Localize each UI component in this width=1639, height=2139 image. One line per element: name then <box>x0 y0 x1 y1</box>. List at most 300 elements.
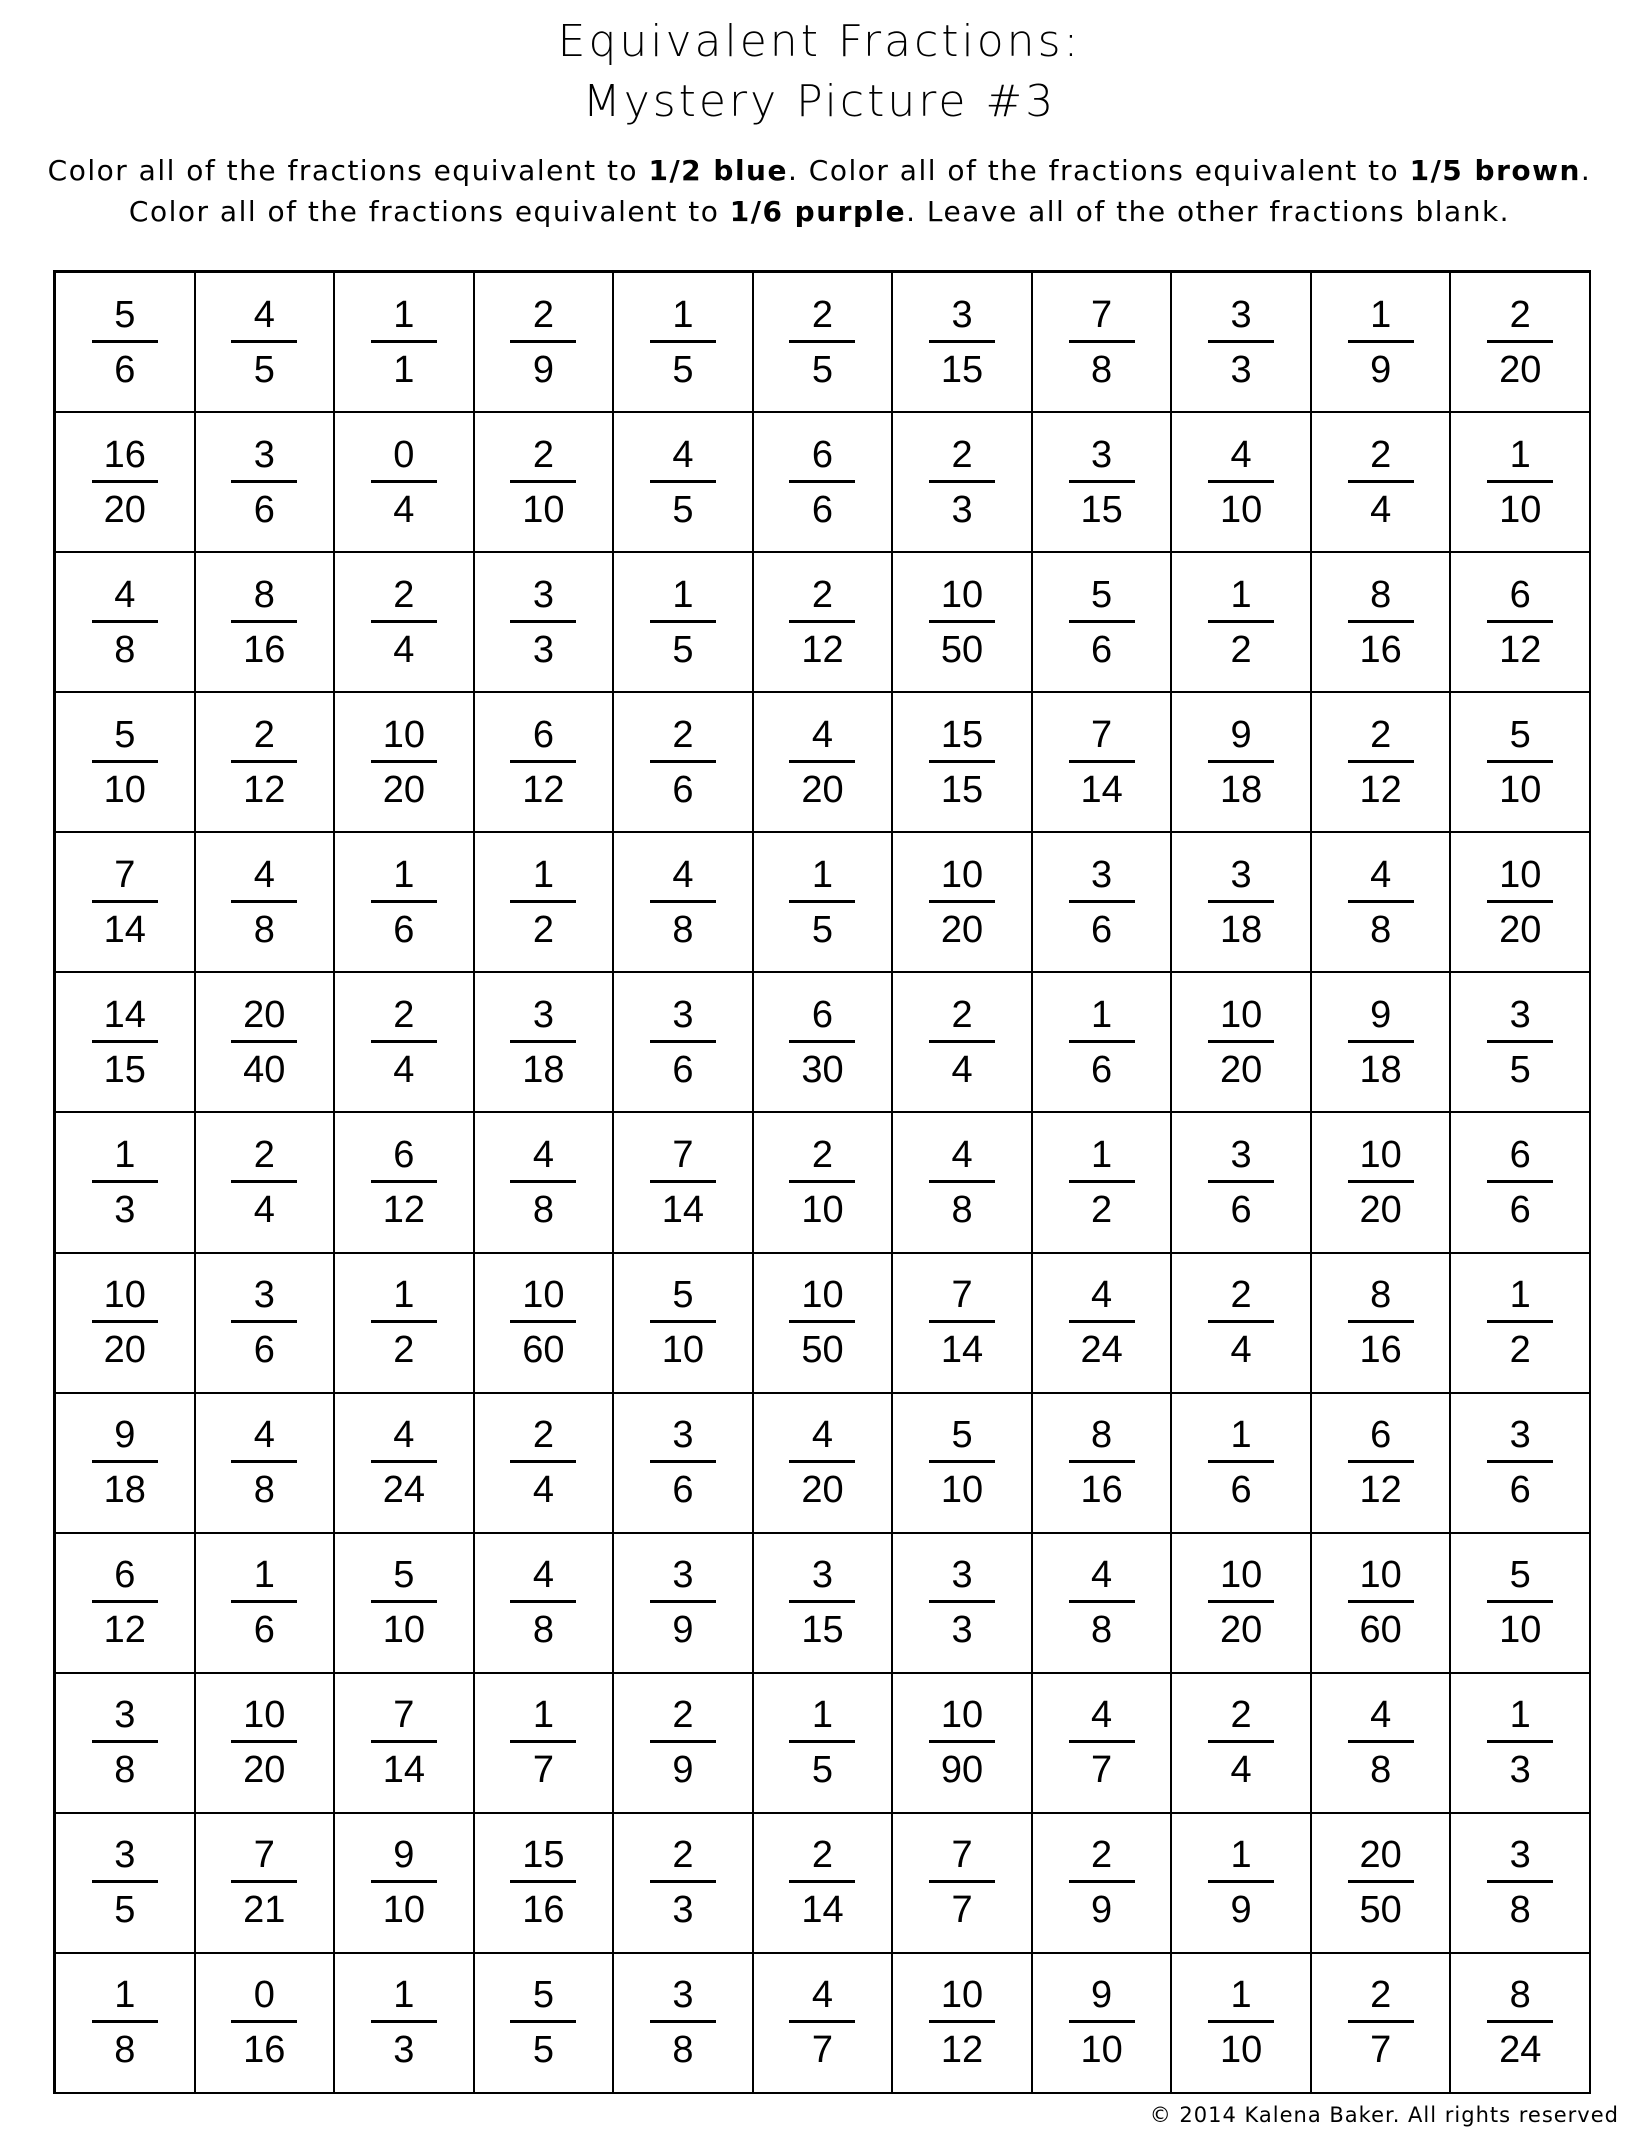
fraction-denominator: 20 <box>382 768 425 811</box>
fraction <box>510 1972 576 2073</box>
fraction-numerator: 10 <box>929 572 995 623</box>
fraction-denominator: 3 <box>672 1889 694 1932</box>
fraction-denominator: 60 <box>522 1329 565 1372</box>
fraction-denominator: 5 <box>811 1749 834 1792</box>
grid-cell[interactable] <box>335 553 475 693</box>
fraction <box>929 852 995 953</box>
fraction-denominator: 14 <box>801 1889 844 1932</box>
fraction-numerator: 4 <box>789 1972 855 2023</box>
grid-cell[interactable] <box>196 1254 336 1394</box>
fraction <box>1208 1972 1274 2073</box>
grid-cell[interactable] <box>475 1534 615 1674</box>
grid-cell[interactable] <box>196 1394 336 1534</box>
grid-cell[interactable] <box>335 973 475 1113</box>
fraction-numerator: 3 <box>789 1552 855 1603</box>
grid-cell[interactable] <box>893 553 1033 693</box>
fraction-numerator: 2 <box>789 1132 855 1183</box>
fraction <box>650 852 716 953</box>
fraction-denominator: 14 <box>940 1329 984 1372</box>
fraction <box>650 1692 716 1793</box>
fraction-numerator: 3 <box>1208 292 1274 343</box>
grid-cell[interactable] <box>196 1954 336 2094</box>
grid-cell[interactable] <box>754 1254 894 1394</box>
grid-cell[interactable] <box>475 693 615 833</box>
fraction <box>231 852 297 953</box>
fraction-numerator: 7 <box>92 852 158 903</box>
fraction-denominator: 6 <box>1509 1188 1531 1231</box>
grid-cell[interactable] <box>754 1954 894 2094</box>
grid-cell[interactable] <box>1172 1954 1312 2094</box>
fraction-numerator: 1 <box>1487 432 1553 483</box>
fraction <box>92 432 158 533</box>
grid-cell[interactable] <box>1172 1534 1312 1674</box>
fraction-denominator: 2 <box>1509 1329 1531 1372</box>
grid-cell[interactable] <box>614 273 754 413</box>
grid-cell[interactable] <box>1451 973 1591 1113</box>
grid-cell[interactable] <box>754 1394 894 1534</box>
fraction-numerator: 0 <box>371 432 437 483</box>
fraction <box>1208 1412 1274 1513</box>
fraction-numerator: 1 <box>1208 1972 1274 2023</box>
fraction <box>1069 1972 1135 2073</box>
grid-cell[interactable] <box>754 413 894 553</box>
grid-cell[interactable] <box>893 1254 1033 1394</box>
grid-cell[interactable] <box>614 693 754 833</box>
grid-cell[interactable] <box>335 1814 475 1954</box>
grid-cell[interactable] <box>614 413 754 553</box>
grid-cell[interactable] <box>1172 1394 1312 1534</box>
fraction-numerator: 3 <box>1208 852 1274 903</box>
grid-cell[interactable] <box>1312 833 1452 973</box>
fraction <box>929 712 995 813</box>
grid-cell[interactable] <box>1312 1954 1452 2094</box>
instructions-bold-3: 1/6 purple <box>729 195 907 228</box>
grid-cell[interactable] <box>1172 1254 1312 1394</box>
grid-cell[interactable] <box>1312 1814 1452 1954</box>
grid-cell[interactable] <box>475 1394 615 1534</box>
grid-cell[interactable] <box>1451 693 1591 833</box>
fraction-grid <box>53 270 1591 2094</box>
grid-cell[interactable] <box>1172 833 1312 973</box>
fraction <box>789 1832 855 1933</box>
grid-cell[interactable] <box>1451 1954 1591 2094</box>
grid-cell[interactable] <box>754 1674 894 1814</box>
grid-cell[interactable] <box>1033 1113 1173 1253</box>
fraction-numerator: 3 <box>650 1552 716 1603</box>
grid-cell[interactable] <box>1312 1674 1452 1814</box>
fraction-denominator: 12 <box>801 628 844 671</box>
fraction-numerator: 5 <box>929 1412 995 1463</box>
grid-cell[interactable] <box>893 693 1033 833</box>
fraction-numerator: 1 <box>92 1972 158 2023</box>
grid-cell[interactable] <box>893 1954 1033 2094</box>
fraction-denominator: 10 <box>1080 2029 1123 2072</box>
fraction-numerator: 7 <box>1069 292 1135 343</box>
grid-cell[interactable] <box>614 833 754 973</box>
fraction-denominator: 20 <box>103 488 146 531</box>
fraction-denominator: 3 <box>951 488 973 531</box>
grid-cell[interactable] <box>335 413 475 553</box>
fraction-numerator: 3 <box>231 1272 297 1323</box>
fraction-numerator: 3 <box>1487 1412 1553 1463</box>
fraction <box>929 292 995 393</box>
grid-cell[interactable] <box>335 1394 475 1534</box>
grid-cell[interactable] <box>1312 1254 1452 1394</box>
grid-cell[interactable] <box>1451 1534 1591 1674</box>
grid-cell[interactable] <box>196 413 336 553</box>
grid-cell[interactable] <box>614 1954 754 2094</box>
fraction-numerator: 1 <box>1069 1132 1135 1183</box>
grid-cell[interactable] <box>1312 693 1452 833</box>
grid-cell[interactable] <box>754 553 894 693</box>
grid-cell[interactable] <box>1172 1674 1312 1814</box>
fraction <box>371 712 437 813</box>
grid-cell[interactable] <box>56 413 196 553</box>
grid-cell[interactable] <box>196 1113 336 1253</box>
fraction <box>1487 572 1553 673</box>
grid-cell[interactable] <box>1312 553 1452 693</box>
grid-cell[interactable] <box>1033 1674 1173 1814</box>
fraction <box>510 712 576 813</box>
grid-cell[interactable] <box>1033 553 1173 693</box>
grid-cell[interactable] <box>56 693 196 833</box>
fraction-numerator: 2 <box>650 712 716 763</box>
fraction-numerator: 2 <box>650 1692 716 1743</box>
grid-cell[interactable] <box>1451 553 1591 693</box>
grid-cell[interactable] <box>56 833 196 973</box>
grid-cell[interactable] <box>1451 1254 1591 1394</box>
fraction-numerator: 5 <box>92 712 158 763</box>
grid-cell[interactable] <box>56 1534 196 1674</box>
grid-cell[interactable] <box>614 973 754 1113</box>
grid-cell[interactable] <box>893 1674 1033 1814</box>
grid-cell[interactable] <box>335 273 475 413</box>
fraction-numerator: 7 <box>929 1272 995 1323</box>
grid-cell[interactable] <box>1172 693 1312 833</box>
fraction-denominator: 6 <box>1509 1469 1531 1512</box>
fraction <box>1487 1552 1553 1653</box>
grid-cell[interactable] <box>1033 1534 1173 1674</box>
grid-cell[interactable] <box>475 973 615 1113</box>
fraction-denominator: 12 <box>1499 628 1542 671</box>
fraction-denominator: 6 <box>1091 628 1113 671</box>
fraction-numerator: 9 <box>1208 712 1274 763</box>
fraction <box>650 1272 716 1373</box>
grid-cell[interactable] <box>335 1954 475 2094</box>
grid-cell[interactable] <box>56 1394 196 1534</box>
fraction-numerator: 1 <box>1208 1412 1274 1463</box>
fraction-denominator: 4 <box>1230 1329 1252 1372</box>
grid-cell[interactable] <box>475 273 615 413</box>
fraction <box>510 1832 576 1933</box>
fraction-numerator: 10 <box>1487 852 1553 903</box>
grid-cell[interactable] <box>893 413 1033 553</box>
fraction-numerator: 4 <box>1069 1552 1135 1603</box>
fraction-numerator: 3 <box>1487 1832 1553 1883</box>
fraction <box>1487 992 1553 1093</box>
grid-cell[interactable] <box>335 1674 475 1814</box>
fraction <box>1208 1832 1274 1933</box>
grid-cell[interactable] <box>754 973 894 1113</box>
grid-cell[interactable] <box>475 1814 615 1954</box>
fraction-numerator: 6 <box>789 432 855 483</box>
fraction <box>371 1832 437 1933</box>
fraction-numerator: 2 <box>1348 432 1414 483</box>
fraction-denominator: 6 <box>1091 908 1113 951</box>
fraction <box>1069 292 1135 393</box>
grid-cell[interactable] <box>196 273 336 413</box>
grid-cell[interactable] <box>1033 693 1173 833</box>
grid-cell[interactable] <box>475 1674 615 1814</box>
grid-cell[interactable] <box>893 1814 1033 1954</box>
grid-cell[interactable] <box>1172 1113 1312 1253</box>
instructions-bold-2: 1/5 brown <box>1409 154 1581 187</box>
grid-cell[interactable] <box>614 1113 754 1253</box>
grid-cell[interactable] <box>1033 413 1173 553</box>
grid-cell[interactable] <box>196 1534 336 1674</box>
grid-cell[interactable] <box>1033 833 1173 973</box>
grid-cell[interactable] <box>614 553 754 693</box>
grid-cell[interactable] <box>196 553 336 693</box>
fraction-denominator: 6 <box>253 1609 275 1652</box>
fraction-numerator: 1 <box>650 292 716 343</box>
grid-cell[interactable] <box>1033 1954 1173 2094</box>
fraction-numerator: 4 <box>1348 852 1414 903</box>
fraction-denominator: 9 <box>532 348 554 391</box>
fraction <box>231 572 297 673</box>
fraction-denominator: 7 <box>1091 1749 1113 1792</box>
fraction <box>92 1272 158 1373</box>
grid-cell[interactable] <box>1172 553 1312 693</box>
fraction <box>1069 712 1135 813</box>
grid-cell[interactable] <box>1451 273 1591 413</box>
grid-cell[interactable] <box>475 1113 615 1253</box>
grid-cell[interactable] <box>1451 1113 1591 1253</box>
grid-cell[interactable] <box>1033 1394 1173 1534</box>
fraction <box>1348 572 1414 673</box>
fraction-numerator: 3 <box>650 1972 716 2023</box>
fraction-numerator: 3 <box>510 992 576 1043</box>
fraction <box>789 852 855 953</box>
grid-cell[interactable] <box>893 1534 1033 1674</box>
fraction-numerator: 14 <box>92 992 158 1043</box>
grid-cell[interactable] <box>1451 833 1591 973</box>
grid-cell[interactable] <box>1172 973 1312 1113</box>
grid-cell[interactable] <box>1172 1814 1312 1954</box>
fraction-denominator: 16 <box>243 628 286 671</box>
grid-cell[interactable] <box>893 833 1033 973</box>
grid-cell[interactable] <box>754 1534 894 1674</box>
fraction-denominator: 90 <box>940 1749 984 1792</box>
fraction-numerator: 3 <box>231 432 297 483</box>
fraction <box>231 1412 297 1513</box>
fraction-denominator: 18 <box>1219 768 1263 811</box>
fraction-denominator: 20 <box>243 1749 286 1792</box>
fraction-numerator: 4 <box>92 572 158 623</box>
grid-cell[interactable] <box>475 1954 615 2094</box>
fraction-numerator: 2 <box>1348 712 1414 763</box>
grid-cell[interactable] <box>614 1814 754 1954</box>
fraction-numerator: 1 <box>1069 992 1135 1043</box>
fraction-denominator: 6 <box>114 348 136 391</box>
fraction-denominator: 7 <box>532 1749 554 1792</box>
grid-cell[interactable] <box>754 833 894 973</box>
grid-cell[interactable] <box>893 1394 1033 1534</box>
grid-cell[interactable] <box>475 553 615 693</box>
grid-cell[interactable] <box>754 1814 894 1954</box>
grid-cell[interactable] <box>754 693 894 833</box>
fraction <box>789 1132 855 1233</box>
grid-cell[interactable] <box>475 1254 615 1394</box>
fraction-denominator: 9 <box>1230 1889 1252 1932</box>
fraction-numerator: 1 <box>371 1972 437 2023</box>
grid-cell[interactable] <box>1312 1534 1452 1674</box>
grid-cell[interactable] <box>196 973 336 1113</box>
fraction-numerator: 9 <box>371 1832 437 1883</box>
fraction-numerator: 3 <box>1069 432 1135 483</box>
grid-cell[interactable] <box>893 973 1033 1113</box>
grid-cell[interactable] <box>754 1113 894 1253</box>
grid-cell[interactable] <box>1172 273 1312 413</box>
fraction <box>650 1972 716 2073</box>
fraction-denominator: 4 <box>951 1048 973 1091</box>
grid-cell[interactable] <box>1033 1814 1173 1954</box>
grid-cell[interactable] <box>614 1394 754 1534</box>
fraction <box>1208 992 1274 1093</box>
fraction <box>231 992 297 1093</box>
instructions-text-2: . Color all of the fractions equivalent to <box>787 154 1410 187</box>
grid-cell[interactable] <box>196 1674 336 1814</box>
fraction-numerator: 1 <box>1348 292 1414 343</box>
grid-cell[interactable] <box>1172 413 1312 553</box>
fraction-denominator: 9 <box>1091 1889 1113 1932</box>
fraction-denominator: 14 <box>103 908 146 951</box>
grid-cell[interactable] <box>1312 1113 1452 1253</box>
grid-cell[interactable] <box>893 273 1033 413</box>
grid-cell[interactable] <box>56 1254 196 1394</box>
fraction-denominator: 24 <box>1499 2029 1542 2072</box>
grid-cell[interactable] <box>475 413 615 553</box>
fraction <box>1208 1132 1274 1233</box>
grid-cell[interactable] <box>56 273 196 413</box>
fraction-numerator: 8 <box>231 572 297 623</box>
fraction <box>1487 1132 1553 1233</box>
fraction-numerator: 4 <box>1069 1692 1135 1743</box>
fraction-numerator: 20 <box>231 992 297 1043</box>
grid-cell[interactable] <box>614 1674 754 1814</box>
grid-cell[interactable] <box>335 1113 475 1253</box>
fraction-numerator: 7 <box>929 1832 995 1883</box>
grid-cell[interactable] <box>56 1113 196 1253</box>
grid-cell[interactable] <box>1312 413 1452 553</box>
fraction-numerator: 1 <box>510 852 576 903</box>
grid-cell[interactable] <box>1312 273 1452 413</box>
grid-cell[interactable] <box>754 273 894 413</box>
grid-cell[interactable] <box>196 693 336 833</box>
fraction-denominator: 3 <box>1509 1749 1531 1792</box>
fraction <box>929 1552 995 1653</box>
grid-cell[interactable] <box>335 1254 475 1394</box>
grid-cell[interactable] <box>475 833 615 973</box>
fraction-denominator: 6 <box>1230 1188 1252 1231</box>
fraction <box>1487 712 1553 813</box>
fraction-denominator: 10 <box>522 488 565 531</box>
fraction-denominator: 14 <box>661 1188 705 1231</box>
fraction-denominator: 50 <box>940 628 984 671</box>
title-line-1: Equivalent Fractions: <box>557 16 1082 67</box>
fraction-numerator: 2 <box>1208 1692 1274 1743</box>
grid-cell[interactable] <box>1451 1394 1591 1534</box>
fraction <box>1069 1552 1135 1653</box>
grid-cell[interactable] <box>893 1113 1033 1253</box>
fraction <box>92 572 158 673</box>
grid-cell[interactable] <box>1451 1674 1591 1814</box>
fraction-numerator: 4 <box>231 1412 297 1463</box>
fraction-denominator: 5 <box>1509 1048 1531 1091</box>
grid-cell[interactable] <box>1312 1394 1452 1534</box>
fraction-denominator: 14 <box>1080 768 1123 811</box>
page-title <box>0 12 1639 132</box>
fraction-denominator: 6 <box>393 908 415 951</box>
fraction-denominator: 5 <box>811 908 834 951</box>
fraction-denominator: 20 <box>103 1329 146 1372</box>
fraction-numerator: 9 <box>1069 1972 1135 2023</box>
fraction-numerator: 5 <box>1487 1552 1553 1603</box>
fraction-numerator: 10 <box>929 1692 995 1743</box>
grid-cell[interactable] <box>56 1954 196 2094</box>
fraction <box>231 1692 297 1793</box>
grid-cell[interactable] <box>1033 1254 1173 1394</box>
fraction-denominator: 5 <box>672 348 694 391</box>
fraction-denominator: 20 <box>801 768 844 811</box>
grid-cell[interactable] <box>614 1534 754 1674</box>
grid-cell[interactable] <box>1312 973 1452 1113</box>
fraction-denominator: 5 <box>811 348 834 391</box>
fraction-denominator: 8 <box>114 2029 136 2072</box>
fraction-numerator: 0 <box>231 1972 297 2023</box>
grid-cell[interactable] <box>335 693 475 833</box>
grid-cell[interactable] <box>1033 273 1173 413</box>
grid-cell[interactable] <box>1451 1814 1591 1954</box>
fraction-denominator: 18 <box>1359 1048 1402 1091</box>
fraction-denominator: 40 <box>243 1048 286 1091</box>
grid-cell[interactable] <box>335 833 475 973</box>
fraction-denominator: 60 <box>1359 1609 1402 1652</box>
fraction-numerator: 6 <box>510 712 576 763</box>
grid-cell[interactable] <box>1451 413 1591 553</box>
fraction-denominator: 8 <box>672 908 694 951</box>
fraction-numerator: 2 <box>789 292 855 343</box>
fraction-numerator: 1 <box>1208 1832 1274 1883</box>
fraction <box>789 1692 855 1793</box>
fraction-numerator: 4 <box>789 712 855 763</box>
grid-cell[interactable] <box>1033 973 1173 1113</box>
grid-cell[interactable] <box>196 833 336 973</box>
grid-cell[interactable] <box>196 1814 336 1954</box>
fraction <box>231 1832 297 1933</box>
grid-cell[interactable] <box>56 973 196 1113</box>
grid-cell[interactable] <box>335 1534 475 1674</box>
grid-cell[interactable] <box>56 1814 196 1954</box>
fraction-numerator: 1 <box>510 1692 576 1743</box>
instructions-text-4: . Leave all of the other fractions blank. <box>906 195 1511 228</box>
fraction-denominator: 10 <box>1219 488 1263 531</box>
grid-cell[interactable] <box>614 1254 754 1394</box>
fraction-numerator: 4 <box>231 292 297 343</box>
fraction <box>1487 292 1553 393</box>
grid-cell[interactable] <box>56 553 196 693</box>
grid-cell[interactable] <box>56 1674 196 1814</box>
